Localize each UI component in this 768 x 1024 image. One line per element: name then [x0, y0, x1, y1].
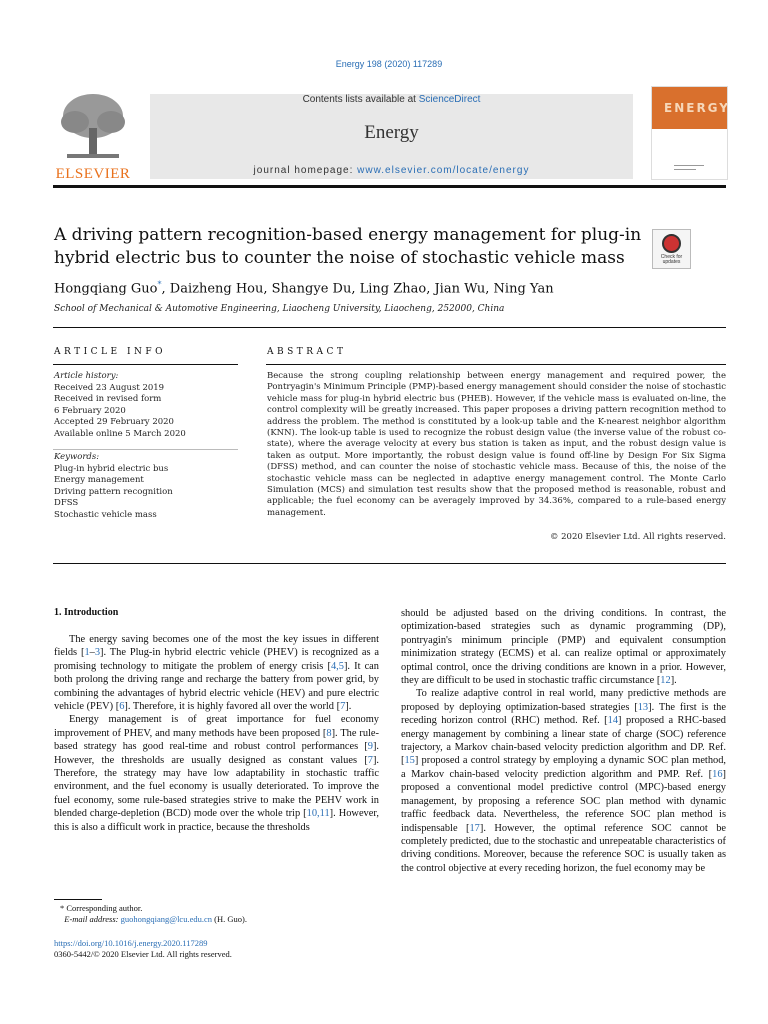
journal-name: Energy [364, 122, 419, 143]
paragraph [54, 713, 379, 834]
text-run: ]. Therefore, it is highly favored all over the world [ [124, 701, 341, 713]
history-item: Accepted 29 February 2020 [54, 417, 174, 427]
keyword: Driving pattern recognition [54, 486, 173, 497]
section-rule [53, 563, 726, 564]
issn-line: 0360-5442/© 2020 Elsevier Ltd. All rights reserved. [54, 949, 232, 959]
check-for-updates-button[interactable] [652, 229, 691, 269]
history-item: Received 23 August 2019 [54, 382, 165, 393]
text-run: ]. However, this is also a difficult work in practice, because the thresholds [54, 808, 380, 833]
keywords-rule [53, 449, 238, 450]
reference-link[interactable]: 14 [607, 715, 619, 727]
section-rule [53, 327, 726, 328]
contents-prefix: Contents lists available at [302, 94, 419, 105]
publisher-wordmark: ELSEVIER [55, 166, 131, 182]
reference-link[interactable]: 7 [367, 754, 373, 766]
reference-link[interactable]: 6 [119, 701, 125, 713]
keyword: Stochastic vehicle mass [54, 509, 157, 520]
text-run: ]. [345, 701, 352, 713]
history-item: 6 February 2020 [54, 405, 126, 416]
doi-link[interactable]: https://doi.org/10.1016/j.energy.2020.117289 [54, 938, 208, 948]
reference-link[interactable]: 7 [340, 701, 346, 713]
keyword: Plug-in hybrid electric bus [54, 463, 169, 474]
reference-link[interactable]: 10,11 [306, 808, 330, 820]
text-run: ]. The first is the receding horizon control (RHC) method. Ref. [ [401, 701, 726, 727]
cover-line [674, 169, 696, 170]
first-author: Hongqiang Guo [54, 281, 158, 297]
reference-link[interactable]: 8 [326, 727, 332, 739]
author-email-link[interactable]: guohongqiang@lcu.edu.cn [120, 914, 213, 924]
reference-link[interactable]: 12 [660, 675, 671, 687]
text-run: ]. However, the optimal reference SOC cannot be completely predicted, due to the stochastic and unrepeatable characteristics of driving conditions. Moreover, because the reference SOC is usually taken as the control objective at every receding horizon, the fuel economy may be [401, 822, 727, 874]
reference-link[interactable]: 9 [367, 741, 373, 753]
history-label: Article history: [54, 371, 119, 381]
author-list [54, 280, 554, 296]
reference-link[interactable]: 3 [94, 647, 101, 659]
header-rule [53, 185, 726, 188]
email-line [60, 914, 247, 925]
abstract-copyright: © 2020 Elsevier Ltd. All rights reserved. [549, 532, 726, 542]
introduction-heading: 1. Introduction [54, 607, 119, 618]
body-column-left [54, 633, 379, 834]
affiliation: School of Mechanical & Automotive Engineering, Liaocheng University, Liaocheng, 252000, China [54, 304, 505, 314]
contents-availability-line [150, 94, 633, 105]
paragraph [401, 607, 726, 687]
corresponding-author-footnote [60, 903, 247, 925]
footnote-rule [54, 899, 102, 900]
corresponding-label: * Corresponding author. [60, 903, 143, 913]
text-run: – [89, 647, 95, 659]
article-info-rule [53, 364, 238, 365]
check-updates-label: Check for updates [660, 254, 683, 265]
keyword: DFSS [54, 498, 79, 508]
doi-block [54, 938, 232, 960]
paragraph [54, 633, 379, 713]
paragraph [401, 687, 726, 875]
text-run: ] proposed a control strategy by employing a dynamic SOC plan method, a Markov chain-based velocity prediction algorithm and PMP. Ref. [ [401, 755, 726, 780]
other-authors: , Daizheng Hou, Shangye Du, Ling Zhao, Jian Wu, Ning Yan [161, 281, 554, 297]
journal-cover-thumbnail [651, 86, 728, 180]
text-run: ] proposed a RHC-based energy management by combining a linear state of charge (SOC) reference trajectory, a Markov chain-based velocity prediction algorithm and DP. Ref. [ [401, 715, 726, 767]
homepage-prefix: journal homepage: [253, 165, 358, 176]
text-run: ] proposed a conventional model predictive control (MPC)-based energy management, by proposing a reference SOC plan method with dynamic traffic feedback data. Nevertheless, the reference SOC plan method is indispensable [ [401, 768, 726, 834]
text-run: ]. It can both prolong the driving range and recharge the battery from power grid, by combining the advantages of hybrid electric vehicle (HEV) and pure electric vehicle (PEV) [ [54, 660, 379, 713]
email-label: E-mail address: [64, 914, 121, 924]
journal-homepage-link[interactable]: www.elsevier.com/locate/energy [357, 165, 530, 176]
history-item: Received in revised form [54, 394, 162, 404]
corresponding-author-mark[interactable]: * [157, 280, 162, 289]
email-suffix: (H. Guo). [212, 914, 247, 924]
reference-link[interactable]: 15 [404, 755, 415, 767]
keyword: Energy management [54, 475, 144, 485]
text-run: ]. However, the thresholds are usually designed as constant values [ [54, 741, 379, 766]
reference-link[interactable]: 13 [637, 701, 649, 713]
text-run: To realize adaptive control in real world, many predictive methods are proposed by deploying optimization-based strategies [ [401, 688, 726, 713]
cover-line [674, 165, 704, 166]
text-run: ]. [670, 675, 677, 687]
abstract-text: Because the strong coupling relationship between energy management and required power, the Pontryagin's Minimum Principle (PMP)-based energy management should consider the noise of stochastic vehicle mass for plug-in hybrid electric bus (PHEB). However, if the vehicle mass is evaluated on-line, the control complexity will be greatly increased. This paper proposes a driving pattern recognition method to address the problem. The method is constituted by a look-up table and the K-nearest neighbor algorithm (KNN). The look-up table is used to recognize the robust design value (the inverse value of the robust co-state), where the average velocity at every bus station is taken as input, and the robust design value is taken as output. More importantly, the robust design value is found off-line by Design For Six Sigma (DFSS) method, and can counter the noise of stochastic vehicle mass. Because of this, the noise of the stochastic vehicle mass can be neglected in adaptive energy management control. The Monte Carlo Simulation (MCS) and simulation test results show that the proposed method is reasonable, robust and applicable; the fuel economy can be averagely improved by 34.36%, compared to a rule-based energy management. [267, 371, 726, 518]
keywords-list [54, 452, 244, 521]
text-run: Energy management is of great importance for fuel economy improvement of PHEV, and many methods have been proposed [ [54, 714, 379, 739]
journal-citation-link[interactable]: Energy 198 (2020) 117289 [335, 59, 443, 69]
text-run: ]. The Plug-in hybrid electric vehicle (PHEV) is recognized as a promising technology to mitigate the problem of energy crisis [ [54, 647, 379, 672]
article-info-heading: ARTICLE INFO [54, 347, 167, 357]
reference-link[interactable]: 4,5 [330, 660, 344, 672]
keywords-label: Keywords: [54, 452, 100, 462]
text-run: The energy saving becomes one of the most the key issues in different fields [ [54, 634, 379, 659]
reference-link[interactable]: 17 [469, 822, 480, 834]
sciencedirect-link[interactable]: ScienceDirect [418, 94, 481, 105]
history-item: Available online 5 March 2020 [54, 428, 186, 439]
article-title: A driving pattern recognition-based energy management for plug-in hybrid electric bus to counter the noise of stochastic vehicle mass [54, 225, 642, 268]
article-history [54, 371, 244, 440]
body-column-right [401, 607, 726, 875]
text-run: should be adjusted based on the driving conditions. In contrast, the optimization-based strategies such as dynamic programming (DP), pontryagin's minimum principle (PMP) and equivalent consumption minimization strategy (ECMS) et al. can realize optimal or approximately optimal control, once the driving conditions are known in a prior. However, they are difficult to be used in stochastic traffic circumstance [ [401, 608, 726, 687]
abstract-heading: ABSTRACT [267, 347, 347, 357]
journal-homepage-line [150, 165, 633, 176]
cover-band [652, 87, 730, 129]
check-updates-icon [662, 234, 681, 253]
text-run: ]. Therefore, the strategy may have low adaptability in stochastic traffic environment, and the fuel economy is usually deteriorated. To improve the fuel economy, some rule-based strategies strive to make the PEHV work in blended charge-depletion (BCD) mode over the whole trip [ [54, 754, 379, 820]
cover-title: ENERGY [664, 101, 730, 115]
abstract-rule [266, 364, 726, 365]
text-run: ]. The rule-based strategy has good real-time and robust control performances [ [54, 727, 379, 753]
reference-link[interactable]: 16 [712, 768, 723, 780]
reference-link[interactable]: 1 [84, 647, 90, 659]
